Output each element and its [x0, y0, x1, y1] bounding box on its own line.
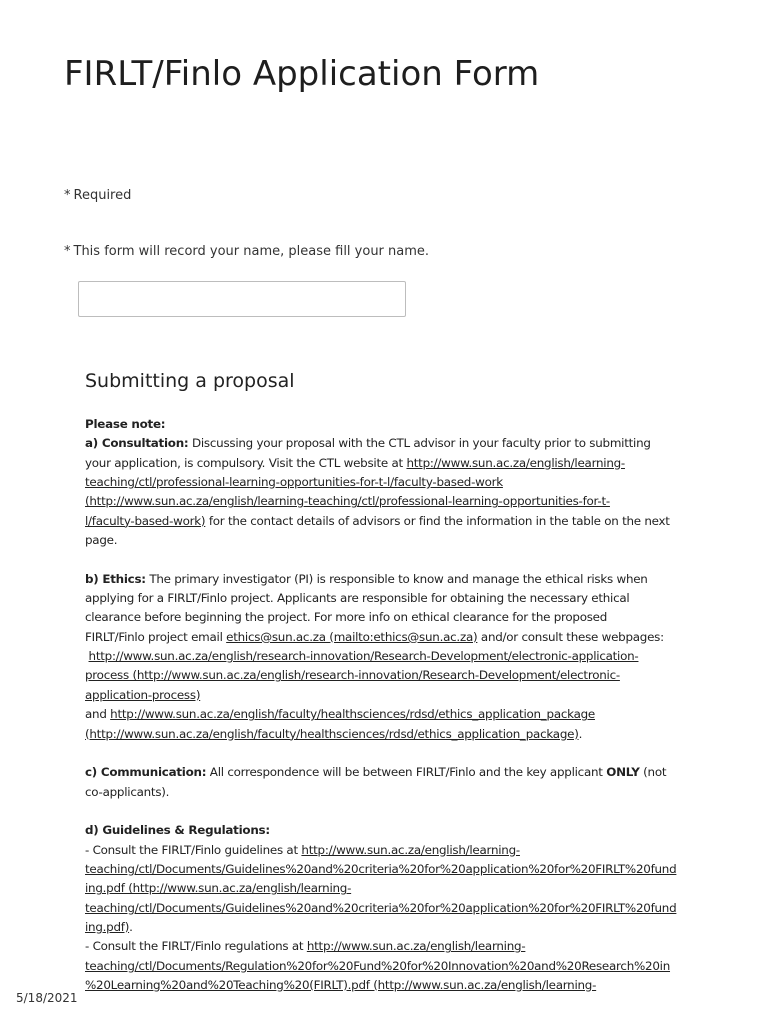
ctl-website-link[interactable]: http://www.sun.ac.za/english/learning- [406, 455, 625, 470]
consultation-text: your application, is compulsory. Visit the CTL website at [85, 455, 407, 470]
ethics-application-link[interactable]: application-process) [85, 687, 201, 702]
ethics-package-link[interactable]: (http://www.sun.ac.za/english/faculty/healthsciences/rdsd/ethics_application_package) [85, 726, 579, 741]
name-input[interactable] [78, 281, 406, 317]
ethics-label: b) Ethics: [85, 571, 146, 586]
communication-text: All correspondence will be between FIRLT/Finlo and the key applicant [206, 765, 607, 780]
form-title: FIRLT/Finlo Application Form [64, 54, 540, 94]
communication-text: co-applicants). [85, 784, 170, 799]
only-emphasis: ONLY [606, 765, 640, 780]
ethics-text: The primary investigator (PI) is responsible to know and manage the ethical risks when [145, 571, 648, 586]
ethics-text: . [578, 726, 583, 741]
guidelines-text: . [129, 919, 133, 934]
required-asterisk: * [64, 188, 71, 203]
guidelines-text: - Consult the FIRLT/Finlo guidelines at [85, 842, 302, 857]
regulations-link[interactable]: http://www.sun.ac.za/english/learning- [306, 939, 526, 954]
ethics-application-link[interactable]: process (http://www.sun.ac.za/english/research-innovation/Research-Development/electronic- [85, 668, 620, 683]
ethics-email-link[interactable]: ethics@sun.ac.za (mailto:ethics@sun.ac.za) [226, 629, 478, 644]
regulations-link[interactable]: teaching/ctl/Documents/Regulation%20for%20Fund%20for%20Innovation%20and%20Research%20in [85, 958, 671, 973]
ctl-website-link[interactable]: (http://www.sun.ac.za/english/learning-teaching/ctl/professional-learning-opportunities-for-t- [85, 494, 610, 509]
regulations-link[interactable]: %20Learning%20and%20Teaching%20(FIRLT).pdf (http://www.sun.ac.za/english/learning- [85, 977, 597, 992]
ethics-text: clearance before beginning the project. For more info on ethical clearance for the proposed [85, 610, 608, 625]
required-label: Required [73, 188, 132, 203]
consultation-text: page. [85, 533, 118, 548]
communication-label: c) Communication: [85, 765, 207, 780]
name-notice-text: This form will record your name, please fill your name. [73, 244, 430, 259]
guidelines-label: d) Guidelines & Regulations: [85, 823, 270, 838]
print-date: 5/18/2021 [16, 991, 78, 1005]
regulations-text: - Consult the FIRLT/Finlo regulations at [85, 939, 307, 954]
ctl-website-link[interactable]: teaching/ctl/professional-learning-opportunities-for-t-l/faculty-based-work [85, 475, 503, 490]
consultation-label: a) Consultation: [85, 436, 189, 451]
section-body [85, 415, 705, 995]
name-notice-asterisk: * [64, 244, 71, 259]
guidelines-link[interactable]: teaching/ctl/Documents/Guidelines%20and%20criteria%20for%20application%20for%20FIRLT%20fund [85, 900, 677, 915]
guidelines-link[interactable]: http://www.sun.ac.za/english/learning- [301, 842, 520, 857]
guidelines-link[interactable]: ing.pdf) [85, 919, 130, 934]
ctl-website-link[interactable]: l/faculty-based-work) [85, 513, 206, 528]
ethics-text: applying for a FIRLT/Finlo project. Applicants are responsible for obtaining the necessary ethical [85, 591, 630, 606]
ethics-text: FIRLT/Finlo project email [85, 629, 227, 644]
section-title: Submitting a proposal [85, 370, 295, 392]
communication-text: (not [639, 765, 667, 780]
required-note [64, 188, 131, 203]
consultation-text: for the contact details of advisors or find the information in the table on the next [205, 513, 670, 528]
ethics-package-link[interactable]: http://www.sun.ac.za/english/faculty/healthsciences/rdsd/ethics_application_package [110, 707, 595, 722]
consultation-text: Discussing your proposal with the CTL advisor in your faculty prior to submitting [188, 436, 651, 451]
ethics-text: and [85, 707, 111, 722]
please-note-label: Please note: [85, 417, 166, 431]
guidelines-link[interactable]: ing.pdf (http://www.sun.ac.za/english/learning- [85, 881, 352, 896]
ethics-application-link[interactable]: http://www.sun.ac.za/english/research-innovation/Research-Development/electronic-application- [88, 649, 639, 664]
ethics-text: and/or consult these webpages: [477, 629, 664, 644]
guidelines-link[interactable]: teaching/ctl/Documents/Guidelines%20and%20criteria%20for%20application%20for%20FIRLT%20fund [85, 861, 677, 876]
name-notice [64, 244, 429, 259]
